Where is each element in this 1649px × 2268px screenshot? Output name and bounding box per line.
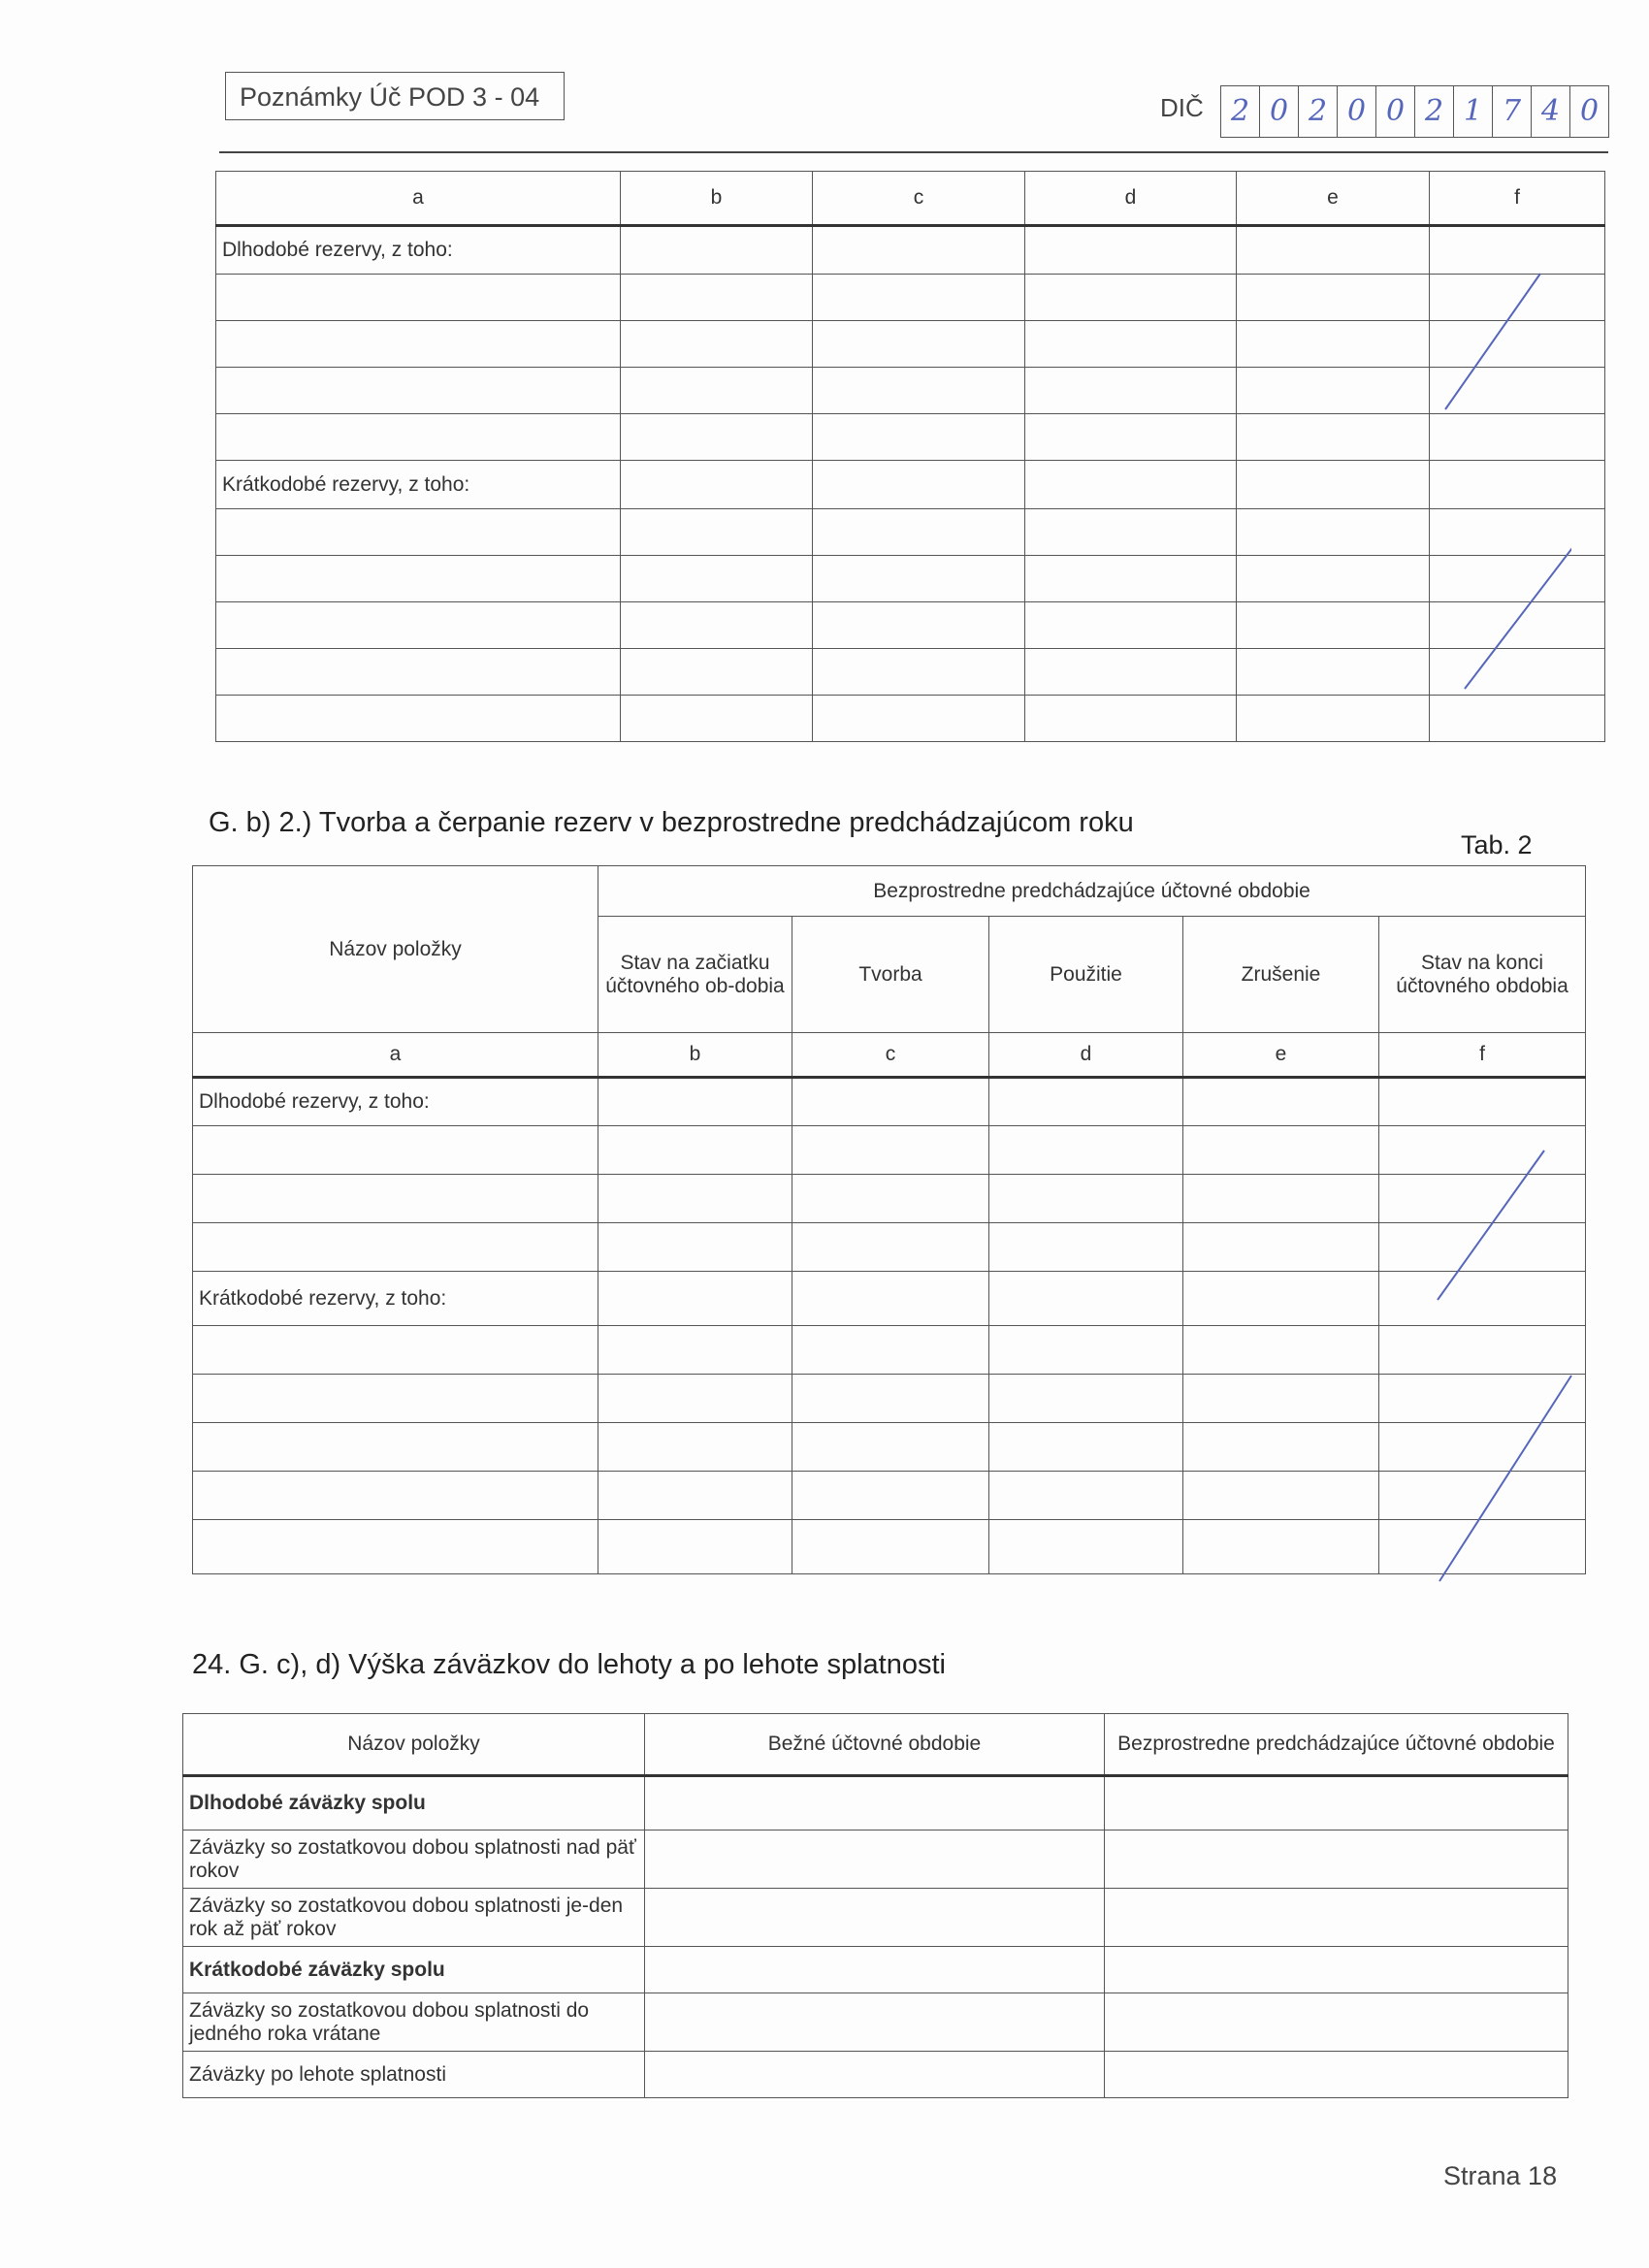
section-title-g-b2: G. b) 2.) Tvorba a čerpanie rezerv v bezprostredne predchádzajúcom roku xyxy=(209,807,1134,838)
col-letter: a xyxy=(216,172,621,226)
header-creation: Tvorba xyxy=(792,917,989,1033)
col-letter: a xyxy=(193,1033,598,1078)
table-cell xyxy=(792,1078,989,1126)
table-row xyxy=(216,509,1605,556)
table-cell xyxy=(1430,321,1605,368)
row-label: Záväzky so zostatkovou dobou splatnosti je-den rok až päť rokov xyxy=(183,1889,645,1947)
header-previous-period: Bezprostredne predchádzajúce účtovné obdobie xyxy=(1105,1714,1568,1776)
dic-digit: 7 xyxy=(1493,86,1532,137)
table-cell xyxy=(1025,368,1237,414)
table-cell xyxy=(989,1472,1183,1520)
table-cell xyxy=(989,1223,1183,1272)
table-cell xyxy=(645,1889,1105,1947)
table-cell xyxy=(645,2052,1105,2098)
col-letter: c xyxy=(792,1033,989,1078)
table-cell xyxy=(598,1520,792,1574)
table-cell xyxy=(1430,696,1605,742)
table-cell xyxy=(1237,226,1430,275)
row-label: Krátkodobé záväzky spolu xyxy=(183,1947,645,1993)
dic-field[interactable] xyxy=(1220,85,1609,138)
table-cell xyxy=(621,226,813,275)
table-cell xyxy=(813,602,1025,649)
col-letter: e xyxy=(1183,1033,1379,1078)
table-cell xyxy=(621,461,813,509)
table-row xyxy=(193,1126,1586,1175)
table-cell xyxy=(1105,1947,1568,1993)
table-row xyxy=(183,1889,1568,1947)
divider xyxy=(219,151,1608,153)
table-cell xyxy=(1430,226,1605,275)
table-cell xyxy=(598,1078,792,1126)
table-row xyxy=(216,556,1605,602)
table-cell xyxy=(216,275,621,321)
table-cell xyxy=(1237,414,1430,461)
table-cell xyxy=(193,1126,598,1175)
table-cell xyxy=(792,1375,989,1423)
table-cell xyxy=(1025,461,1237,509)
table-cell xyxy=(813,509,1025,556)
table-cell xyxy=(1237,509,1430,556)
table-cell xyxy=(1025,649,1237,696)
table-cell xyxy=(1183,1326,1379,1375)
table-cell xyxy=(621,556,813,602)
table-cell xyxy=(216,556,621,602)
table-cell xyxy=(1183,1423,1379,1472)
dic-digit: 4 xyxy=(1532,86,1570,137)
table-row xyxy=(216,414,1605,461)
table-cell xyxy=(1105,1889,1568,1947)
table-cell xyxy=(621,696,813,742)
table-cell xyxy=(813,696,1025,742)
table-cell xyxy=(216,414,621,461)
table-cell xyxy=(989,1375,1183,1423)
col-letter: b xyxy=(598,1033,792,1078)
table-cell xyxy=(813,461,1025,509)
table-cell xyxy=(1183,1520,1379,1574)
col-letter: f xyxy=(1379,1033,1586,1078)
header-period: Bezprostredne predchádzajúce účtovné obdobie xyxy=(598,866,1586,917)
table-cell xyxy=(1183,1126,1379,1175)
table-cell xyxy=(1430,414,1605,461)
table-cell xyxy=(1379,1472,1586,1520)
col-letter: e xyxy=(1237,172,1430,226)
dic-digit: 1 xyxy=(1454,86,1493,137)
header-usage: Použitie xyxy=(989,917,1183,1033)
table-row xyxy=(216,172,1605,226)
col-letter: b xyxy=(621,172,813,226)
table-cell xyxy=(1237,696,1430,742)
dic-digit: 0 xyxy=(1376,86,1415,137)
form-code-box: Poznámky Úč POD 3 - 04 xyxy=(225,72,565,120)
header-end-balance: Stav na konci účtovného obdobia xyxy=(1379,917,1586,1033)
table-cell xyxy=(989,1423,1183,1472)
table-cell xyxy=(1105,1831,1568,1889)
table-cell xyxy=(598,1126,792,1175)
table-cell xyxy=(645,1993,1105,2052)
table-cell xyxy=(1379,1423,1586,1472)
table-cell xyxy=(1237,275,1430,321)
table-cell xyxy=(193,1375,598,1423)
table-cell xyxy=(813,414,1025,461)
table-row xyxy=(216,226,1605,275)
table-cell xyxy=(1237,649,1430,696)
table-cell xyxy=(598,1472,792,1520)
table-cell xyxy=(598,1272,792,1326)
header-item-name: Názov položky xyxy=(183,1714,645,1776)
dic-digit: 2 xyxy=(1299,86,1338,137)
table-cell xyxy=(621,275,813,321)
dic-digit: 2 xyxy=(1415,86,1454,137)
table-cell xyxy=(792,1126,989,1175)
table-cell xyxy=(813,649,1025,696)
table-cell xyxy=(193,1223,598,1272)
table-cell xyxy=(1025,602,1237,649)
table-cell xyxy=(1183,1272,1379,1326)
row-label-short-term: Krátkodobé rezervy, z toho: xyxy=(193,1272,598,1326)
table-cell xyxy=(216,321,621,368)
table-cell xyxy=(621,321,813,368)
table-cell xyxy=(1379,1326,1586,1375)
table-row xyxy=(193,1326,1586,1375)
table-cell xyxy=(645,1947,1105,1993)
table-cell xyxy=(598,1423,792,1472)
table-cell xyxy=(1430,649,1605,696)
table-row xyxy=(193,1520,1586,1574)
table-cell xyxy=(1430,509,1605,556)
table-cell xyxy=(1025,226,1237,275)
table-row xyxy=(216,649,1605,696)
table-cell xyxy=(813,321,1025,368)
table-cell xyxy=(1183,1175,1379,1223)
table-row xyxy=(193,1078,1586,1126)
table-cell xyxy=(1105,2052,1568,2098)
table-cell xyxy=(989,1272,1183,1326)
table-cell xyxy=(193,1520,598,1574)
section-title-g-cd: 24. G. c), d) Výška záväzkov do lehoty a po lehote splatnosti xyxy=(192,1649,946,1680)
table-cell xyxy=(792,1272,989,1326)
table-cell xyxy=(1379,1520,1586,1574)
table-cell xyxy=(792,1175,989,1223)
table-cell xyxy=(216,602,621,649)
dic-digit: 0 xyxy=(1338,86,1376,137)
table-cell xyxy=(598,1326,792,1375)
table-cell xyxy=(1025,321,1237,368)
reserves-table-previous xyxy=(192,865,1586,1574)
dic-digit: 0 xyxy=(1260,86,1299,137)
table-row xyxy=(216,461,1605,509)
table-row xyxy=(193,1033,1586,1078)
table-cell xyxy=(216,368,621,414)
row-label: Záväzky po lehote splatnosti xyxy=(183,2052,645,2098)
table-cell xyxy=(1430,602,1605,649)
table-cell xyxy=(216,696,621,742)
table-row xyxy=(183,1993,1568,2052)
table-cell xyxy=(645,1831,1105,1889)
table-cell xyxy=(1379,1175,1586,1223)
row-label-short-term: Krátkodobé rezervy, z toho: xyxy=(216,461,621,509)
table-cell xyxy=(1379,1223,1586,1272)
table-cell xyxy=(813,368,1025,414)
table-cell xyxy=(1430,461,1605,509)
table-cell xyxy=(792,1472,989,1520)
col-letter: d xyxy=(1025,172,1237,226)
row-label: Záväzky so zostatkovou dobou splatnosti do jedného roka vrátane xyxy=(183,1993,645,2052)
header-cancellation: Zrušenie xyxy=(1183,917,1379,1033)
table-row xyxy=(193,1472,1586,1520)
table-cell xyxy=(1183,1223,1379,1272)
table-cell xyxy=(1025,696,1237,742)
table-row xyxy=(193,1175,1586,1223)
dic-digit: 2 xyxy=(1221,86,1260,137)
table-cell xyxy=(792,1326,989,1375)
table-cell xyxy=(989,1078,1183,1126)
table-cell xyxy=(1237,461,1430,509)
table-cell xyxy=(1105,1776,1568,1831)
table-cell xyxy=(193,1472,598,1520)
table-cell xyxy=(792,1223,989,1272)
table-cell xyxy=(1025,556,1237,602)
table-cell xyxy=(1379,1272,1586,1326)
table-cell xyxy=(1105,1993,1568,2052)
table-cell xyxy=(1237,321,1430,368)
col-letter: d xyxy=(989,1033,1183,1078)
table-row xyxy=(183,1776,1568,1831)
table-cell xyxy=(621,509,813,556)
table-cell xyxy=(645,1776,1105,1831)
table-cell xyxy=(1237,602,1430,649)
header-item-name: Názov položky xyxy=(193,866,598,1033)
table-cell xyxy=(1379,1126,1586,1175)
table-cell xyxy=(989,1520,1183,1574)
table-row xyxy=(183,1831,1568,1889)
table-cell xyxy=(193,1423,598,1472)
table-cell xyxy=(598,1223,792,1272)
table-cell xyxy=(989,1175,1183,1223)
table-cell xyxy=(1025,509,1237,556)
table-row xyxy=(216,275,1605,321)
table-row xyxy=(216,696,1605,742)
table-cell xyxy=(1025,275,1237,321)
table-cell xyxy=(216,509,621,556)
table-row xyxy=(216,368,1605,414)
table-cell xyxy=(598,1375,792,1423)
col-letter: f xyxy=(1430,172,1605,226)
table-row xyxy=(193,1272,1586,1326)
table-cell xyxy=(989,1126,1183,1175)
table-row xyxy=(193,1375,1586,1423)
row-label: Dlhodobé záväzky spolu xyxy=(183,1776,645,1831)
dic-digit: 0 xyxy=(1579,94,1600,128)
page-number: Strana 18 xyxy=(1443,2161,1558,2190)
table-cell xyxy=(1237,556,1430,602)
table-number-label: Tab. 2 xyxy=(1461,830,1533,859)
table-cell xyxy=(1379,1375,1586,1423)
table-cell xyxy=(1430,556,1605,602)
table-row xyxy=(216,321,1605,368)
table-cell xyxy=(1237,368,1430,414)
table-cell xyxy=(792,1520,989,1574)
table-cell xyxy=(598,1175,792,1223)
row-label: Záväzky so zostatkovou dobou splatnosti nad päť rokov xyxy=(183,1831,645,1889)
table-cell xyxy=(621,368,813,414)
table-cell xyxy=(621,414,813,461)
header-current-period: Bežné účtovné obdobie xyxy=(645,1714,1105,1776)
table-row xyxy=(193,1223,1586,1272)
table-cell xyxy=(1430,275,1605,321)
table-cell xyxy=(1183,1472,1379,1520)
table-cell xyxy=(813,226,1025,275)
table-row xyxy=(193,866,1586,917)
table-row xyxy=(183,1714,1568,1776)
table-row xyxy=(216,602,1605,649)
table-cell xyxy=(216,649,621,696)
reserves-table-current xyxy=(215,171,1605,742)
liabilities-table xyxy=(182,1713,1568,2098)
dic-label: DIČ xyxy=(1160,93,1204,122)
table-cell xyxy=(193,1326,598,1375)
row-label-long-term: Dlhodobé rezervy, z toho: xyxy=(216,226,621,275)
table-cell xyxy=(792,1423,989,1472)
table-row xyxy=(183,1947,1568,1993)
row-label-long-term: Dlhodobé rezervy, z toho: xyxy=(193,1078,598,1126)
table-cell xyxy=(1183,1078,1379,1126)
table-row xyxy=(183,2052,1568,2098)
header-start-balance: Stav na začiatku účtovného ob-dobia xyxy=(598,917,792,1033)
table-cell xyxy=(621,602,813,649)
table-cell xyxy=(1183,1375,1379,1423)
table-cell xyxy=(989,1326,1183,1375)
table-cell xyxy=(813,275,1025,321)
table-cell xyxy=(1379,1078,1586,1126)
col-letter: c xyxy=(813,172,1025,226)
table-cell xyxy=(621,649,813,696)
table-row xyxy=(193,1423,1586,1472)
table-cell xyxy=(1025,414,1237,461)
table-cell xyxy=(813,556,1025,602)
table-cell xyxy=(193,1175,598,1223)
table-cell xyxy=(1430,368,1605,414)
